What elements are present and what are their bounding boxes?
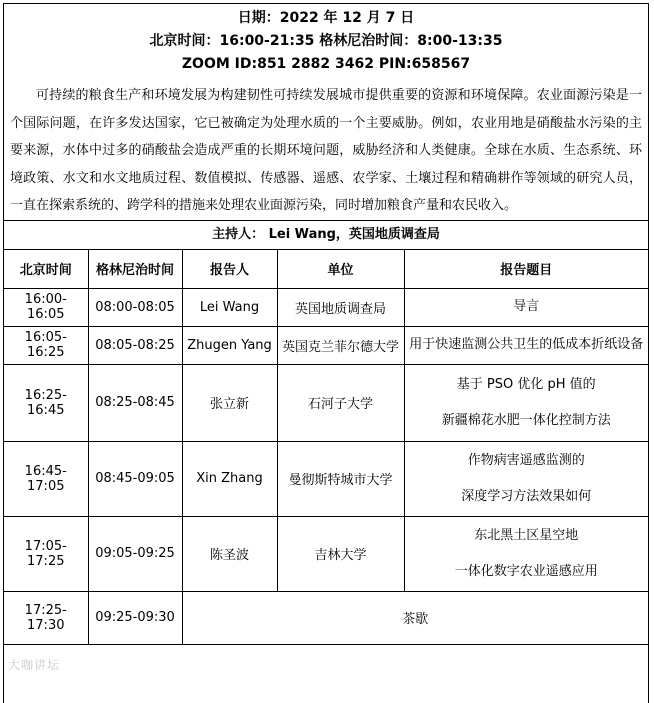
col-header-beijing-time: 北京时间	[4, 249, 88, 288]
agenda-header-row	[4, 249, 648, 288]
topic-line: 东北黑土区星空地	[474, 527, 579, 543]
unit-cell: 曼彻斯特城市大学	[277, 441, 404, 516]
beijing-time-cell: 16:05-16:25	[4, 326, 88, 364]
table-row	[4, 364, 648, 441]
unit-cell: 石河子大学	[277, 364, 404, 441]
topic-line: 导言	[513, 299, 540, 314]
topic-line: 新疆棉花水肥一体化控制方法	[441, 412, 611, 428]
gmt-cell: 09:05-09:25	[88, 516, 182, 591]
gmt-cell: 08:25-08:45	[88, 364, 182, 441]
gmt-cell: 08:00-08:05	[88, 288, 182, 326]
speaker-cell: Zhugen Yang	[182, 326, 277, 364]
speaker-cell: Xin Zhang	[182, 441, 277, 516]
gmt-cell: 08:45-09:05	[88, 441, 182, 516]
topic-cell	[404, 364, 648, 441]
zoom-line: ZOOM ID:851 2882 3462 PIN:658567	[181, 56, 471, 72]
gmt-cell: 08:05-08:25	[88, 326, 182, 364]
host-line: 主持人： Lei Wang，英国地质调查局	[4, 220, 648, 249]
beijing-time-cell: 16:00-16:05	[4, 288, 88, 326]
topic-cell	[404, 288, 648, 326]
time-line: 北京时间：16:00-21:35 格林尼治时间：8:00-13:35	[149, 33, 503, 49]
watermark: 大咖讲坛	[8, 658, 61, 672]
unit-cell: 吉林大学	[277, 516, 404, 591]
speaker-cell: Lei Wang	[182, 288, 277, 326]
beijing-time-cell: 16:25-16:45	[4, 364, 88, 441]
schedule-header	[4, 4, 648, 76]
gmt-cell: 09:25-09:30	[88, 591, 182, 644]
speaker-cell: 张立新	[182, 364, 277, 441]
col-header-unit: 单位	[277, 249, 404, 288]
beijing-time-cell: 16:45-17:05	[4, 441, 88, 516]
topic-cell	[404, 441, 648, 516]
col-header-gmt: 格林尼治时间	[88, 249, 182, 288]
intro-text: 可持续的粮食生产和环境发展为构建韧性可持续发展城市提供重要的资源和环境保障。农业面源污染是一个国际问题，在许多发达国家，它已被确定为处理水质的一个主要威胁。例如，农业用地是硝酸盐水污染的主要来源，水体中过多的硝酸盐会造成严重的长期环境问题，威胁经济和人类健康。全球在水质、生态系统、环境政策、水文和水文地质过程、数值模拟、传感器、遥感、农学家、土壤过程和精确耕作等领域的研究人员，一直在探索系统的、跨学科的措施来处理农业面源污染，同时增加粮食产量和农民收入。	[10, 88, 642, 213]
agenda-table	[4, 249, 648, 645]
topic-line: 用于快速监测公共卫生的低成本折纸设备	[409, 337, 644, 352]
table-row	[4, 441, 648, 516]
topic-line: 作物病害遥感监测的	[467, 452, 585, 468]
intro-paragraph	[4, 76, 648, 220]
schedule-sheet	[3, 3, 649, 703]
beijing-time-cell: 17:05-17:25	[4, 516, 88, 591]
topic-line: 深度学习方法效果如何	[461, 488, 592, 504]
break-cell: 茶歇	[182, 591, 648, 644]
speaker-cell: 陈圣波	[182, 516, 277, 591]
topic-cell	[404, 516, 648, 591]
table-row	[4, 326, 648, 364]
topic-line: 基于 PSO 优化 pH 值的	[456, 376, 596, 392]
unit-cell: 英国地质调查局	[277, 288, 404, 326]
col-header-topic: 报告题目	[404, 249, 648, 288]
topic-line: 一体化数字农业遥感应用	[454, 563, 598, 579]
table-row	[4, 516, 648, 591]
topic-cell	[404, 326, 648, 364]
unit-cell: 英国克兰菲尔德大学	[277, 326, 404, 364]
col-header-speaker: 报告人	[182, 249, 277, 288]
table-row	[4, 591, 648, 644]
beijing-time-cell: 17:25-17:30	[4, 591, 88, 644]
table-row	[4, 288, 648, 326]
date-line: 日期：2022 年 12 月 7 日	[237, 10, 415, 26]
